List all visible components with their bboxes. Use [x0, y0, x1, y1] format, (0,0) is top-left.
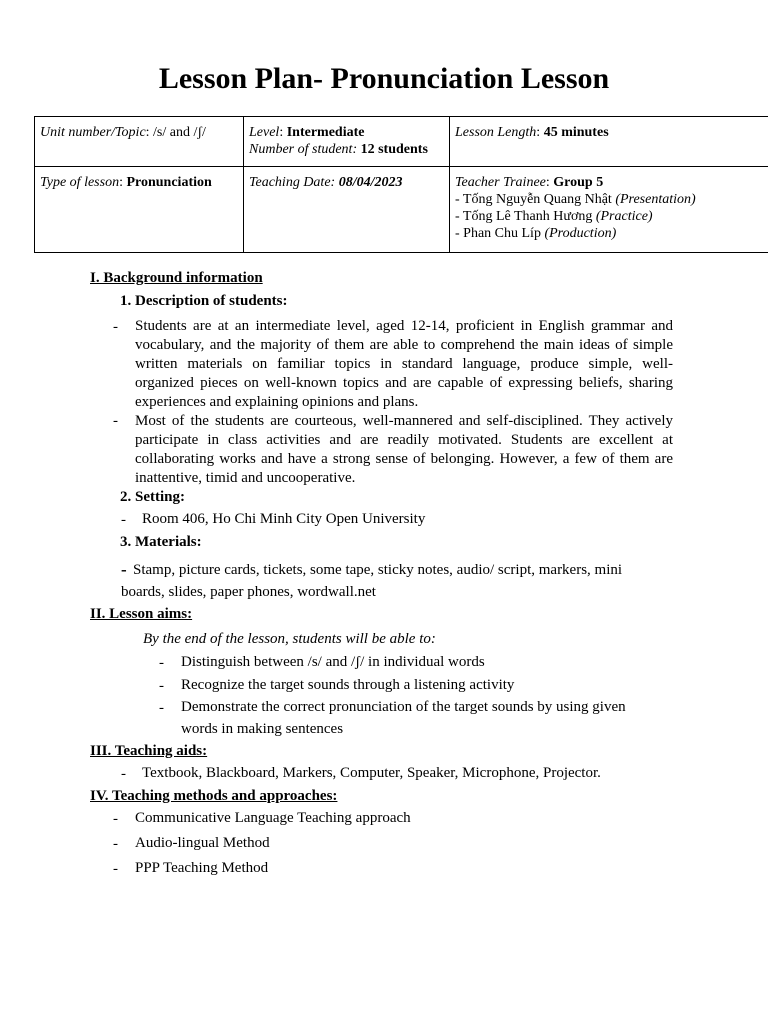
method-item: PPP Teaching Method	[135, 860, 269, 876]
aim-item: Recognize the target sounds through a listening activity	[181, 677, 515, 693]
trainee-label: Teacher Trainee	[455, 175, 546, 190]
teaching-aids-text: Textbook, Blackboard, Markers, Computer, Speaker, Microphone, Projector.	[142, 765, 601, 781]
bullet-dash: -	[113, 413, 118, 429]
date-value: 08/04/2023	[338, 175, 403, 190]
bullet-dash: -	[113, 319, 118, 335]
setting-text: Room 406, Ho Chi Minh City Open University	[142, 511, 426, 527]
bullet-dash: -	[159, 678, 164, 694]
level-label: Level	[249, 125, 280, 140]
length-label: Lesson Length	[455, 125, 537, 140]
member-role: (Production)	[544, 226, 617, 241]
aim-item: Distinguish between /s/ and /ʃ/ in individual words	[181, 654, 485, 670]
section-heading-aims: II. Lesson aims:	[90, 606, 193, 622]
bullet-dash: -	[121, 560, 127, 579]
member-name: - Phan Chu Líp	[455, 226, 541, 241]
length-value: 45 minutes	[543, 125, 609, 140]
method-item: Communicative Language Teaching approach	[135, 810, 411, 826]
trainee-value: Group 5	[553, 175, 604, 190]
materials-line1: Stamp, picture cards, tickets, some tape, sticky notes, audio/ script, markers, mini	[133, 562, 623, 578]
section-heading-teaching-aids: III. Teaching aids:	[90, 743, 208, 759]
students-value: 12 students	[360, 142, 428, 157]
students-label: Number of student:	[249, 142, 358, 157]
method-item: Audio-lingual Method	[135, 835, 270, 851]
bullet-dash: -	[121, 512, 126, 528]
bullet-dash: -	[113, 811, 118, 827]
bullet-dash: -	[113, 836, 118, 852]
level-value: Intermediate	[286, 125, 365, 140]
date-label: Teaching Date:	[249, 175, 336, 190]
bullet-dash: -	[159, 700, 164, 716]
aim-item-continuation: words in making sentences	[181, 721, 344, 737]
aim-item: Demonstrate the correct pronunciation of the target sounds by using given	[181, 699, 626, 715]
student-description-para2: Most of the students are courteous, well-mannered and self-disciplined. They actively participate in class activities and are readily motivated. Students are excellent at collaborating works and have a strong sense of belonging. However, a few of them are inattentive, timid and uncooperative.	[135, 413, 673, 486]
bullet-dash: -	[113, 861, 118, 877]
bullet-dash: -	[159, 655, 164, 671]
unit-label: Unit number/Topic	[40, 125, 146, 140]
subheading-description: 1. Description of students:	[120, 293, 288, 309]
member-role: (Practice)	[595, 209, 653, 224]
member-role: (Presentation)	[615, 192, 696, 207]
materials-line2: boards, slides, paper phones, wordwall.net	[121, 584, 376, 600]
member-name: - Tống Nguyễn Quang Nhật	[455, 192, 612, 207]
member-name: - Tống Lê Thanh Hương	[455, 209, 593, 224]
unit-value: /s/ and /ʃ/	[153, 125, 206, 140]
type-value: Pronunciation	[126, 175, 212, 190]
student-description-para1: Students are at an intermediate level, aged 12-14, proficient in English grammar and vocabulary, and the majority of them are able to comprehend the main ideas of simple written materials on familiar topics in standard language, produce simple, well- organized pieces on well-known topics and are capable of expressing beliefs, sharing experiences and explaining opinions and plans.	[135, 318, 673, 410]
section-heading-methods: IV. Teaching methods and approaches:	[90, 788, 338, 804]
bullet-dash: -	[121, 766, 126, 782]
aims-intro: By the end of the lesson, students will be able to:	[143, 631, 436, 647]
subheading-setting: 2. Setting:	[120, 489, 185, 505]
type-label: Type of lesson	[40, 175, 120, 190]
trainee-cell: Teacher Trainee: Group 5 - Tống Nguyễn Quang Nhật (Presentation) - Tống Lê Thanh Hương (Practice) - Phan Chu Líp (Production)	[450, 167, 768, 253]
type-cell: Type of lesson: Pronunciation	[35, 167, 244, 253]
level-cell: Level: Intermediate Number of student: 12 students	[244, 117, 450, 167]
subheading-materials: 3. Materials:	[120, 534, 202, 550]
length-cell: Lesson Length: 45 minutes	[450, 117, 768, 167]
unit-cell: Unit number/Topic: /s/ and /ʃ/	[35, 117, 244, 167]
page-title: Lesson Plan- Pronunciation Lesson	[158, 62, 610, 95]
section-heading-background: I. Background information	[90, 270, 263, 286]
